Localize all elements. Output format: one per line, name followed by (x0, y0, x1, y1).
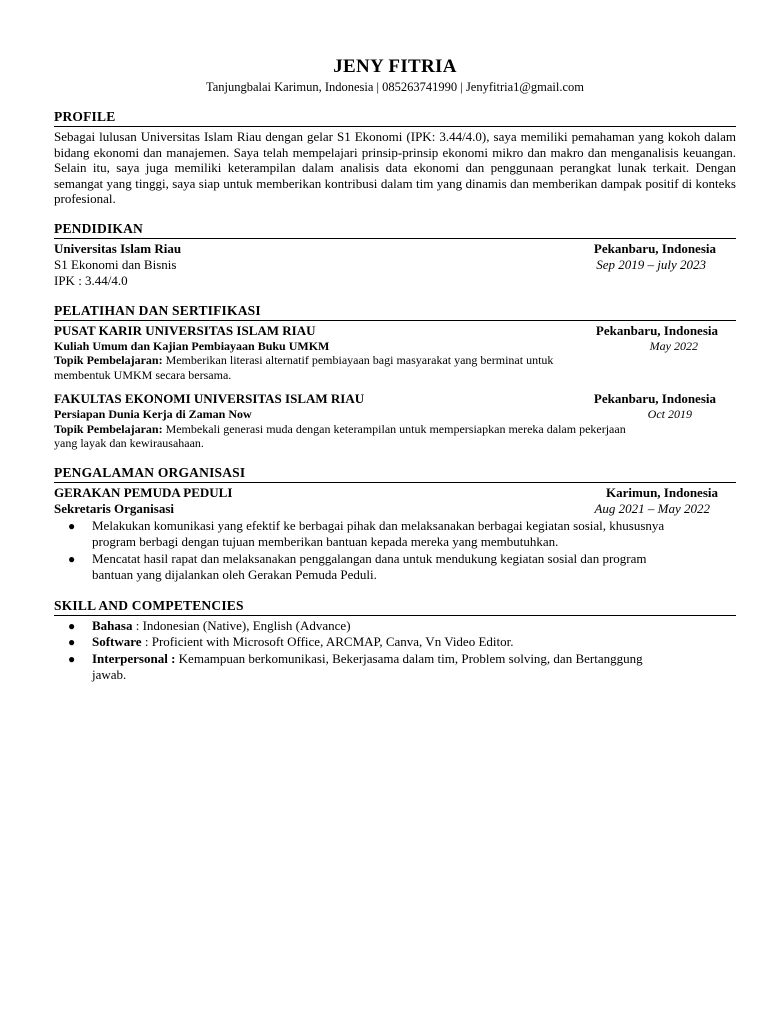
skill-separator: : (132, 617, 143, 633)
duty-text: Melakukan komunikasi yang efektif ke berbagai pihak dan melaksanakan berbagai kegiatan sosial, khususnya program berbagi dengan tujuan memberikan bantuan kepada mereka yang membutuhkan. (92, 517, 665, 549)
organization-location: Karimun, Indonesia (606, 484, 718, 500)
organization-dates: Aug 2021 – May 2022 (594, 500, 710, 516)
list-item (54, 634, 672, 651)
section-divider (54, 615, 736, 616)
list-item (54, 651, 672, 684)
training-org: FAKULTAS EKONOMI UNIVERSITAS ISLAM RIAU (54, 391, 365, 406)
skills-list (54, 618, 736, 684)
education-dates: Sep 2019 – july 2023 (596, 256, 706, 272)
school-name: Universitas Islam Riau (54, 240, 182, 256)
bullet-icon: ● (68, 651, 76, 666)
organization-duties (54, 518, 736, 584)
skill-label: Bahasa (92, 617, 133, 633)
bullet-icon: ● (68, 635, 76, 649)
training-location: Pekanbaru, Indonesia (593, 391, 716, 406)
topic-label: Topik Pembelajaran: (54, 421, 163, 436)
contact-line: Tanjungbalai Karimun, Indonesia | 085263741990 | Jenyfitria1@gmail.com (205, 80, 585, 94)
degree: S1 Ekonomi dan Bisnis (54, 256, 177, 272)
training-org: PUSAT KARIR UNIVERSITAS ISLAM RIAU (54, 322, 316, 338)
section-divider (54, 238, 736, 239)
training-date: May 2022 (649, 338, 698, 353)
topic-text: Memberikan literasi alternatif pembiayaan bagi masyarakat yang berminat untuk (162, 353, 554, 367)
school-location: Pekanbaru, Indonesia (593, 240, 716, 256)
skill-text: Kemampuan berkomunikasi, Bekerjasama dalam tim, Problem solving, dan Bertanggung jawab. (92, 650, 643, 682)
training-topic (54, 422, 736, 451)
topic-label: Topik Pembelajaran: (54, 353, 163, 367)
section-divider (54, 126, 736, 127)
training-section (54, 303, 736, 451)
training-course: Persiapan Dunia Kerja di Zaman Now (54, 407, 252, 421)
organization-name: GERAKAN PEMUDA PEDULI (54, 484, 233, 500)
skill-label: Interpersonal : (92, 650, 176, 666)
organization-section (54, 465, 736, 584)
list-item (54, 518, 672, 551)
section-divider (54, 482, 736, 483)
section-title-organization: PENGALAMAN ORGANISASI (54, 464, 246, 480)
list-item (54, 551, 672, 584)
education-section (54, 221, 736, 289)
training-location: Pekanbaru, Indonesia (595, 322, 718, 338)
bullet-icon: ● (68, 618, 76, 633)
section-title-skills: SKILL AND COMPETENCIES (54, 597, 244, 613)
skill-text: Indonesian (Native), English (Advance) (142, 617, 351, 633)
section-divider (54, 320, 736, 321)
section-title-profile: PROFILE (54, 109, 116, 124)
skill-label: Software (92, 634, 142, 649)
profile-section (54, 109, 736, 207)
skill-text: Proficient with Microsoft Office, ARCMAP, Canva, Vn Video Editor. (151, 634, 514, 649)
bullet-icon: ● (68, 551, 76, 566)
training-date: Oct 2019 (647, 407, 692, 421)
resume-page (54, 56, 736, 684)
topic-text-cont: membentuk UMKM secara bersama. (54, 367, 232, 382)
training-course: Kuliah Umum dan Kajian Pembiayaan Buku UMKM (54, 338, 330, 353)
skill-separator: : (141, 634, 152, 649)
topic-text-cont: yang layak dan kewirausahaan. (54, 436, 204, 450)
training-item (54, 323, 736, 383)
gpa: IPK : 3.44/4.0 (54, 272, 128, 288)
training-item (54, 391, 736, 451)
duty-text: Mencatat hasil rapat dan melaksanakan penggalangan dana untuk mendukung kegiatan sosial dan program bantuan yang dijalankan oleh Gerakan Pemuda Peduli. (92, 550, 647, 582)
candidate-name: JENY FITRIA (333, 56, 457, 77)
profile-summary: Sebagai lulusan Universitas Islam Riau dengan gelar S1 Ekonomi (IPK: 3.44/4.0), saya memiliki pemahaman yang kokoh dalam bidang ekonomi dan manajemen. Saya telah mempelajari prinsip-prinsip ekonomi mikro dan makro dan menganalisis keuangan. Selain itu, saya juga memiliki keterampilan dalam analisis data ekonomi dan penggunaan perangkat lunak terkait. Dengan semangat yang tinggi, saya siap untuk memberikan kontribusi dalam tim yang dinamis dan memberikan dampak positif di konteks profesional. (54, 129, 736, 206)
section-title-education: PENDIDIKAN (54, 220, 144, 236)
list-item (54, 618, 672, 635)
bullet-icon: ● (68, 518, 76, 533)
section-title-training: PELATIHAN DAN SERTIFIKASI (54, 302, 261, 318)
organization-role: Sekretaris Organisasi (54, 500, 175, 516)
skills-section (54, 598, 736, 684)
training-topic (54, 353, 736, 382)
topic-text: Membekali generasi muda dengan keterampilan untuk mempersiapkan mereka dalam pekerjaan (162, 421, 626, 436)
